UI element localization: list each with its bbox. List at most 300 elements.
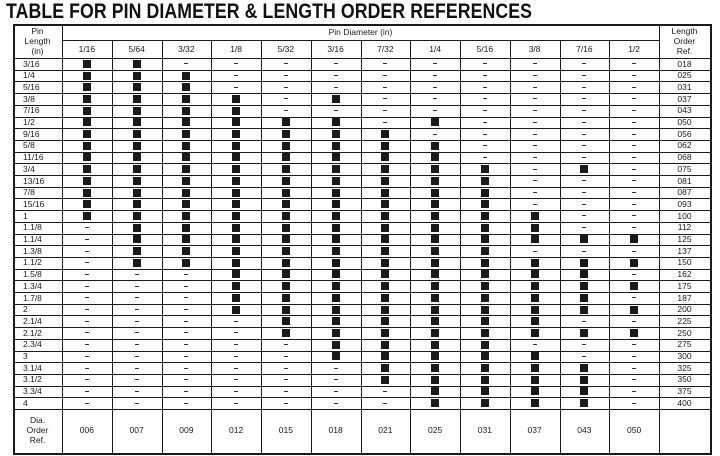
grid-line — [13, 374, 710, 375]
not-available-dash — [582, 251, 586, 252]
available-marker — [381, 153, 389, 161]
not-available-dash — [632, 403, 636, 404]
length-cell: 3/8 — [23, 93, 35, 104]
available-marker — [83, 212, 91, 220]
not-available-dash — [632, 180, 636, 181]
dia-ref-cell: 012 — [229, 425, 244, 435]
available-marker — [431, 364, 439, 372]
not-available-dash — [85, 403, 89, 404]
available-marker — [332, 212, 340, 220]
length-cell: 3 — [23, 351, 28, 361]
dia-order-ref-label: Dia. — [29, 415, 46, 425]
available-marker — [332, 118, 340, 126]
not-available-dash — [234, 63, 238, 64]
available-marker — [232, 306, 240, 314]
available-marker — [332, 294, 340, 302]
length-ref-cell: 162 — [677, 269, 692, 280]
not-available-dash — [234, 356, 238, 357]
available-marker — [133, 247, 141, 255]
dia-ref-cell: 018 — [328, 425, 343, 435]
available-marker — [381, 247, 389, 255]
not-available-dash — [483, 145, 487, 146]
length-cell: 9/16 — [23, 128, 40, 139]
available-marker — [481, 247, 489, 255]
available-marker — [182, 177, 190, 185]
available-marker — [182, 212, 190, 220]
available-marker — [481, 399, 489, 407]
available-marker — [83, 200, 91, 208]
available-marker — [332, 130, 340, 138]
not-available-dash — [234, 87, 238, 88]
length-ref-cell: 068 — [677, 152, 692, 163]
not-available-dash — [533, 63, 537, 64]
available-marker — [531, 294, 539, 302]
length-ref-cell: 100 — [677, 210, 692, 221]
available-marker — [381, 130, 389, 138]
available-marker — [282, 177, 290, 185]
not-available-dash — [632, 169, 636, 170]
not-available-dash — [582, 63, 586, 64]
available-marker — [381, 212, 389, 220]
not-available-dash — [334, 87, 338, 88]
length-ref-cell: 081 — [677, 175, 692, 186]
available-marker — [232, 294, 240, 302]
not-available-dash — [334, 379, 338, 380]
grid-line — [13, 304, 710, 305]
available-marker — [580, 399, 588, 407]
available-marker — [232, 130, 240, 138]
available-marker — [431, 200, 439, 208]
available-marker — [531, 259, 539, 267]
available-marker — [282, 294, 290, 302]
not-available-dash — [582, 227, 586, 228]
available-marker — [232, 259, 240, 267]
not-available-dash — [85, 379, 89, 380]
available-marker — [381, 142, 389, 150]
not-available-dash — [632, 110, 636, 111]
available-marker — [381, 317, 389, 325]
length-ref-cell: 200 — [677, 304, 692, 315]
available-marker — [580, 282, 588, 290]
available-marker — [481, 212, 489, 220]
length-cell: 1.1/2 — [23, 257, 42, 268]
available-marker — [282, 247, 290, 255]
available-marker — [481, 294, 489, 302]
not-available-dash — [483, 134, 487, 135]
not-available-dash — [533, 157, 537, 158]
not-available-dash — [135, 403, 139, 404]
available-marker — [481, 364, 489, 372]
length-ref-cell: 137 — [677, 245, 692, 256]
length-cell: 11/16 — [23, 152, 44, 163]
not-available-dash — [85, 368, 89, 369]
available-marker — [332, 95, 340, 103]
grid-line — [13, 222, 710, 223]
available-marker — [481, 387, 489, 395]
dia-ref-cell: 021 — [378, 425, 393, 435]
not-available-dash — [632, 98, 636, 99]
available-marker — [332, 247, 340, 255]
available-marker — [83, 142, 91, 150]
available-marker — [431, 165, 439, 173]
available-marker — [481, 376, 489, 384]
available-marker — [481, 282, 489, 290]
length-cell: 3.3/4 — [23, 386, 42, 397]
length-ref-cell: 062 — [677, 140, 692, 151]
dia-ref-cell: 015 — [278, 425, 293, 435]
available-marker — [381, 235, 389, 243]
available-marker — [431, 376, 439, 384]
available-marker — [282, 189, 290, 197]
available-marker — [580, 259, 588, 267]
grid-line — [13, 24, 15, 453]
not-available-dash — [632, 215, 636, 216]
available-marker — [83, 189, 91, 197]
available-marker — [232, 282, 240, 290]
available-marker — [381, 200, 389, 208]
available-marker — [381, 294, 389, 302]
available-marker — [431, 270, 439, 278]
length-ref-cell: 125 — [677, 234, 692, 244]
available-marker — [133, 118, 141, 126]
available-marker — [282, 235, 290, 243]
not-available-dash — [383, 87, 387, 88]
grid-line — [13, 175, 710, 176]
dia-ref-cell: 025 — [428, 425, 443, 435]
length-ref-cell: 375 — [677, 386, 692, 397]
not-available-dash — [632, 356, 636, 357]
length-cell: 7/16 — [23, 105, 40, 116]
dia-order-ref-label: Ref. — [29, 435, 46, 445]
available-marker — [133, 200, 141, 208]
available-marker — [282, 329, 290, 337]
not-available-dash — [632, 157, 636, 158]
available-marker — [431, 329, 439, 337]
not-available-dash — [483, 63, 487, 64]
length-ref-cell: 093 — [677, 198, 692, 209]
not-available-dash — [433, 75, 437, 76]
not-available-dash — [334, 368, 338, 369]
available-marker — [133, 60, 141, 68]
not-available-dash — [632, 63, 636, 64]
available-marker — [332, 352, 340, 360]
length-cell: 3.1/4 — [23, 362, 42, 373]
length-cell: 2.1/2 — [23, 327, 42, 338]
length-cell: 1.3/4 — [23, 280, 42, 291]
available-marker — [381, 329, 389, 337]
available-marker — [531, 317, 539, 325]
not-available-dash — [334, 391, 338, 392]
available-marker — [282, 212, 290, 220]
table-title: TABLE FOR PIN DIAMETER & LENGTH ORDER REFERENCES — [6, 0, 533, 23]
not-available-dash — [582, 321, 586, 322]
available-marker — [481, 259, 489, 267]
available-marker — [182, 200, 190, 208]
not-available-dash — [582, 75, 586, 76]
not-available-dash — [184, 321, 188, 322]
not-available-dash — [85, 344, 89, 345]
available-marker — [431, 118, 439, 126]
length-cell: 1.1/8 — [23, 222, 42, 233]
available-marker — [580, 270, 588, 278]
grid-line — [13, 292, 710, 293]
grid-line — [13, 315, 710, 316]
not-available-dash — [135, 286, 139, 287]
not-available-dash — [582, 145, 586, 146]
available-marker — [83, 118, 91, 126]
available-marker — [381, 352, 389, 360]
length-cell: 1 — [23, 210, 28, 221]
length-cell: 2.3/4 — [23, 339, 42, 350]
available-marker — [481, 317, 489, 325]
not-available-dash — [533, 98, 537, 99]
not-available-dash — [632, 344, 636, 345]
not-available-dash — [533, 75, 537, 76]
not-available-dash — [433, 134, 437, 135]
available-marker — [232, 177, 240, 185]
not-available-dash — [632, 204, 636, 205]
not-available-dash — [632, 391, 636, 392]
grid-line — [13, 245, 710, 246]
grid-line — [13, 140, 710, 141]
available-marker — [332, 189, 340, 197]
not-available-dash — [632, 192, 636, 193]
not-available-dash — [85, 239, 89, 240]
not-available-dash — [483, 110, 487, 111]
grid-line — [13, 70, 710, 71]
available-marker — [282, 130, 290, 138]
not-available-dash — [632, 274, 636, 275]
not-available-dash — [582, 87, 586, 88]
available-marker — [381, 165, 389, 173]
grid-line — [13, 339, 710, 340]
available-marker — [83, 72, 91, 80]
not-available-dash — [582, 134, 586, 135]
available-marker — [332, 259, 340, 267]
available-marker — [282, 317, 290, 325]
available-marker — [182, 153, 190, 161]
available-marker — [580, 387, 588, 395]
available-marker — [381, 270, 389, 278]
available-marker — [232, 200, 240, 208]
available-marker — [182, 165, 190, 173]
available-marker — [83, 107, 91, 115]
available-marker — [630, 282, 638, 290]
not-available-dash — [85, 297, 89, 298]
available-marker — [431, 235, 439, 243]
not-available-dash — [383, 403, 387, 404]
grid-line — [13, 327, 710, 328]
not-available-dash — [632, 122, 636, 123]
length-cell: 4 — [23, 397, 28, 408]
dia-ref-cell: 009 — [179, 425, 194, 435]
not-available-dash — [184, 403, 188, 404]
length-ref-cell: 112 — [677, 222, 692, 233]
available-marker — [133, 130, 141, 138]
length-cell: 1.1/4 — [23, 234, 42, 244]
length-cell: 7/8 — [23, 187, 35, 198]
not-available-dash — [184, 332, 188, 333]
not-available-dash — [135, 368, 139, 369]
pin-length-header: Length — [24, 36, 51, 46]
length-cell: 15/16 — [23, 198, 45, 209]
length-cell: 1.7/8 — [23, 292, 42, 303]
grid-line — [13, 453, 710, 455]
length-ref-cell: 031 — [677, 81, 692, 92]
not-available-dash — [582, 204, 586, 205]
available-marker — [83, 177, 91, 185]
available-marker — [431, 212, 439, 220]
available-marker — [580, 165, 588, 173]
available-marker — [431, 189, 439, 197]
dia-ref-cell: 031 — [477, 425, 492, 435]
available-marker — [133, 165, 141, 173]
grid-line — [460, 40, 461, 453]
available-marker — [232, 212, 240, 220]
available-marker — [133, 224, 141, 232]
available-marker — [332, 153, 340, 161]
grid-line — [710, 24, 712, 455]
available-marker — [232, 189, 240, 197]
grid-line — [13, 117, 710, 118]
available-marker — [431, 177, 439, 185]
grid-line — [13, 257, 710, 258]
available-marker — [531, 235, 539, 243]
not-available-dash — [284, 391, 288, 392]
grid-line — [13, 269, 710, 270]
available-marker — [481, 165, 489, 173]
grid-line — [13, 81, 710, 82]
pin-length-header: (in) — [31, 46, 44, 56]
available-marker — [431, 153, 439, 161]
not-available-dash — [483, 122, 487, 123]
available-marker — [580, 329, 588, 337]
available-marker — [332, 142, 340, 150]
not-available-dash — [383, 391, 387, 392]
not-available-dash — [334, 63, 338, 64]
not-available-dash — [85, 321, 89, 322]
available-marker — [182, 235, 190, 243]
grid-line — [609, 40, 610, 453]
not-available-dash — [135, 309, 139, 310]
available-marker — [431, 224, 439, 232]
not-available-dash — [234, 332, 238, 333]
not-available-dash — [184, 368, 188, 369]
not-available-dash — [85, 286, 89, 287]
not-available-dash — [582, 180, 586, 181]
not-available-dash — [483, 157, 487, 158]
available-marker — [332, 282, 340, 290]
grid-line — [211, 40, 212, 453]
not-available-dash — [632, 227, 636, 228]
grid-line — [410, 40, 411, 453]
not-available-dash — [533, 110, 537, 111]
grid-line — [261, 40, 262, 453]
available-marker — [431, 259, 439, 267]
grid-line — [13, 93, 710, 94]
not-available-dash — [632, 145, 636, 146]
length-ref-cell: 300 — [677, 351, 692, 361]
length-ref-cell: 018 — [677, 58, 692, 69]
not-available-dash — [533, 344, 537, 345]
not-available-dash — [284, 344, 288, 345]
dia-ref-cell: 050 — [627, 425, 642, 435]
available-marker — [232, 142, 240, 150]
available-marker — [182, 95, 190, 103]
available-marker — [580, 235, 588, 243]
available-marker — [531, 352, 539, 360]
length-cell: 5/8 — [23, 140, 35, 151]
available-marker — [531, 399, 539, 407]
available-marker — [431, 317, 439, 325]
not-available-dash — [234, 344, 238, 345]
not-available-dash — [334, 75, 338, 76]
not-available-dash — [135, 391, 139, 392]
not-available-dash — [184, 309, 188, 310]
available-marker — [531, 306, 539, 314]
pin-length-header: Pin — [31, 26, 44, 36]
available-marker — [381, 341, 389, 349]
not-available-dash — [483, 75, 487, 76]
available-marker — [232, 235, 240, 243]
not-available-dash — [533, 122, 537, 123]
available-marker — [182, 83, 190, 91]
available-marker — [182, 72, 190, 80]
length-cell: 1/2 — [23, 117, 35, 127]
not-available-dash — [433, 63, 437, 64]
length-ref-cell: 043 — [677, 105, 692, 116]
not-available-dash — [85, 391, 89, 392]
length-ref-cell: 325 — [677, 362, 692, 373]
available-marker — [332, 235, 340, 243]
available-marker — [431, 247, 439, 255]
diameter-header-cell: 1/16 — [78, 44, 96, 54]
grid-line — [560, 40, 561, 453]
available-marker — [332, 317, 340, 325]
length-cell: 1/4 — [23, 70, 35, 81]
available-marker — [630, 329, 638, 337]
available-marker — [481, 224, 489, 232]
length-order-ref-header: Length — [671, 26, 698, 36]
not-available-dash — [85, 262, 89, 263]
available-marker — [133, 142, 141, 150]
available-marker — [381, 259, 389, 267]
available-marker — [381, 189, 389, 197]
length-cell: 1.3/8 — [23, 245, 42, 256]
available-marker — [83, 83, 91, 91]
available-marker — [282, 118, 290, 126]
diameter-header-cell: 5/64 — [128, 44, 145, 54]
available-marker — [332, 329, 340, 337]
available-marker — [531, 329, 539, 337]
length-cell: 1.5/8 — [23, 269, 42, 280]
available-marker — [182, 247, 190, 255]
available-marker — [481, 235, 489, 243]
grid-line — [13, 24, 710, 26]
available-marker — [431, 294, 439, 302]
available-marker — [282, 153, 290, 161]
not-available-dash — [383, 98, 387, 99]
not-available-dash — [284, 63, 288, 64]
available-marker — [630, 259, 638, 267]
available-marker — [630, 306, 638, 314]
available-marker — [381, 306, 389, 314]
available-marker — [133, 107, 141, 115]
length-cell: 2 — [23, 304, 28, 315]
not-available-dash — [632, 297, 636, 298]
not-available-dash — [284, 356, 288, 357]
grid-line — [13, 152, 710, 153]
